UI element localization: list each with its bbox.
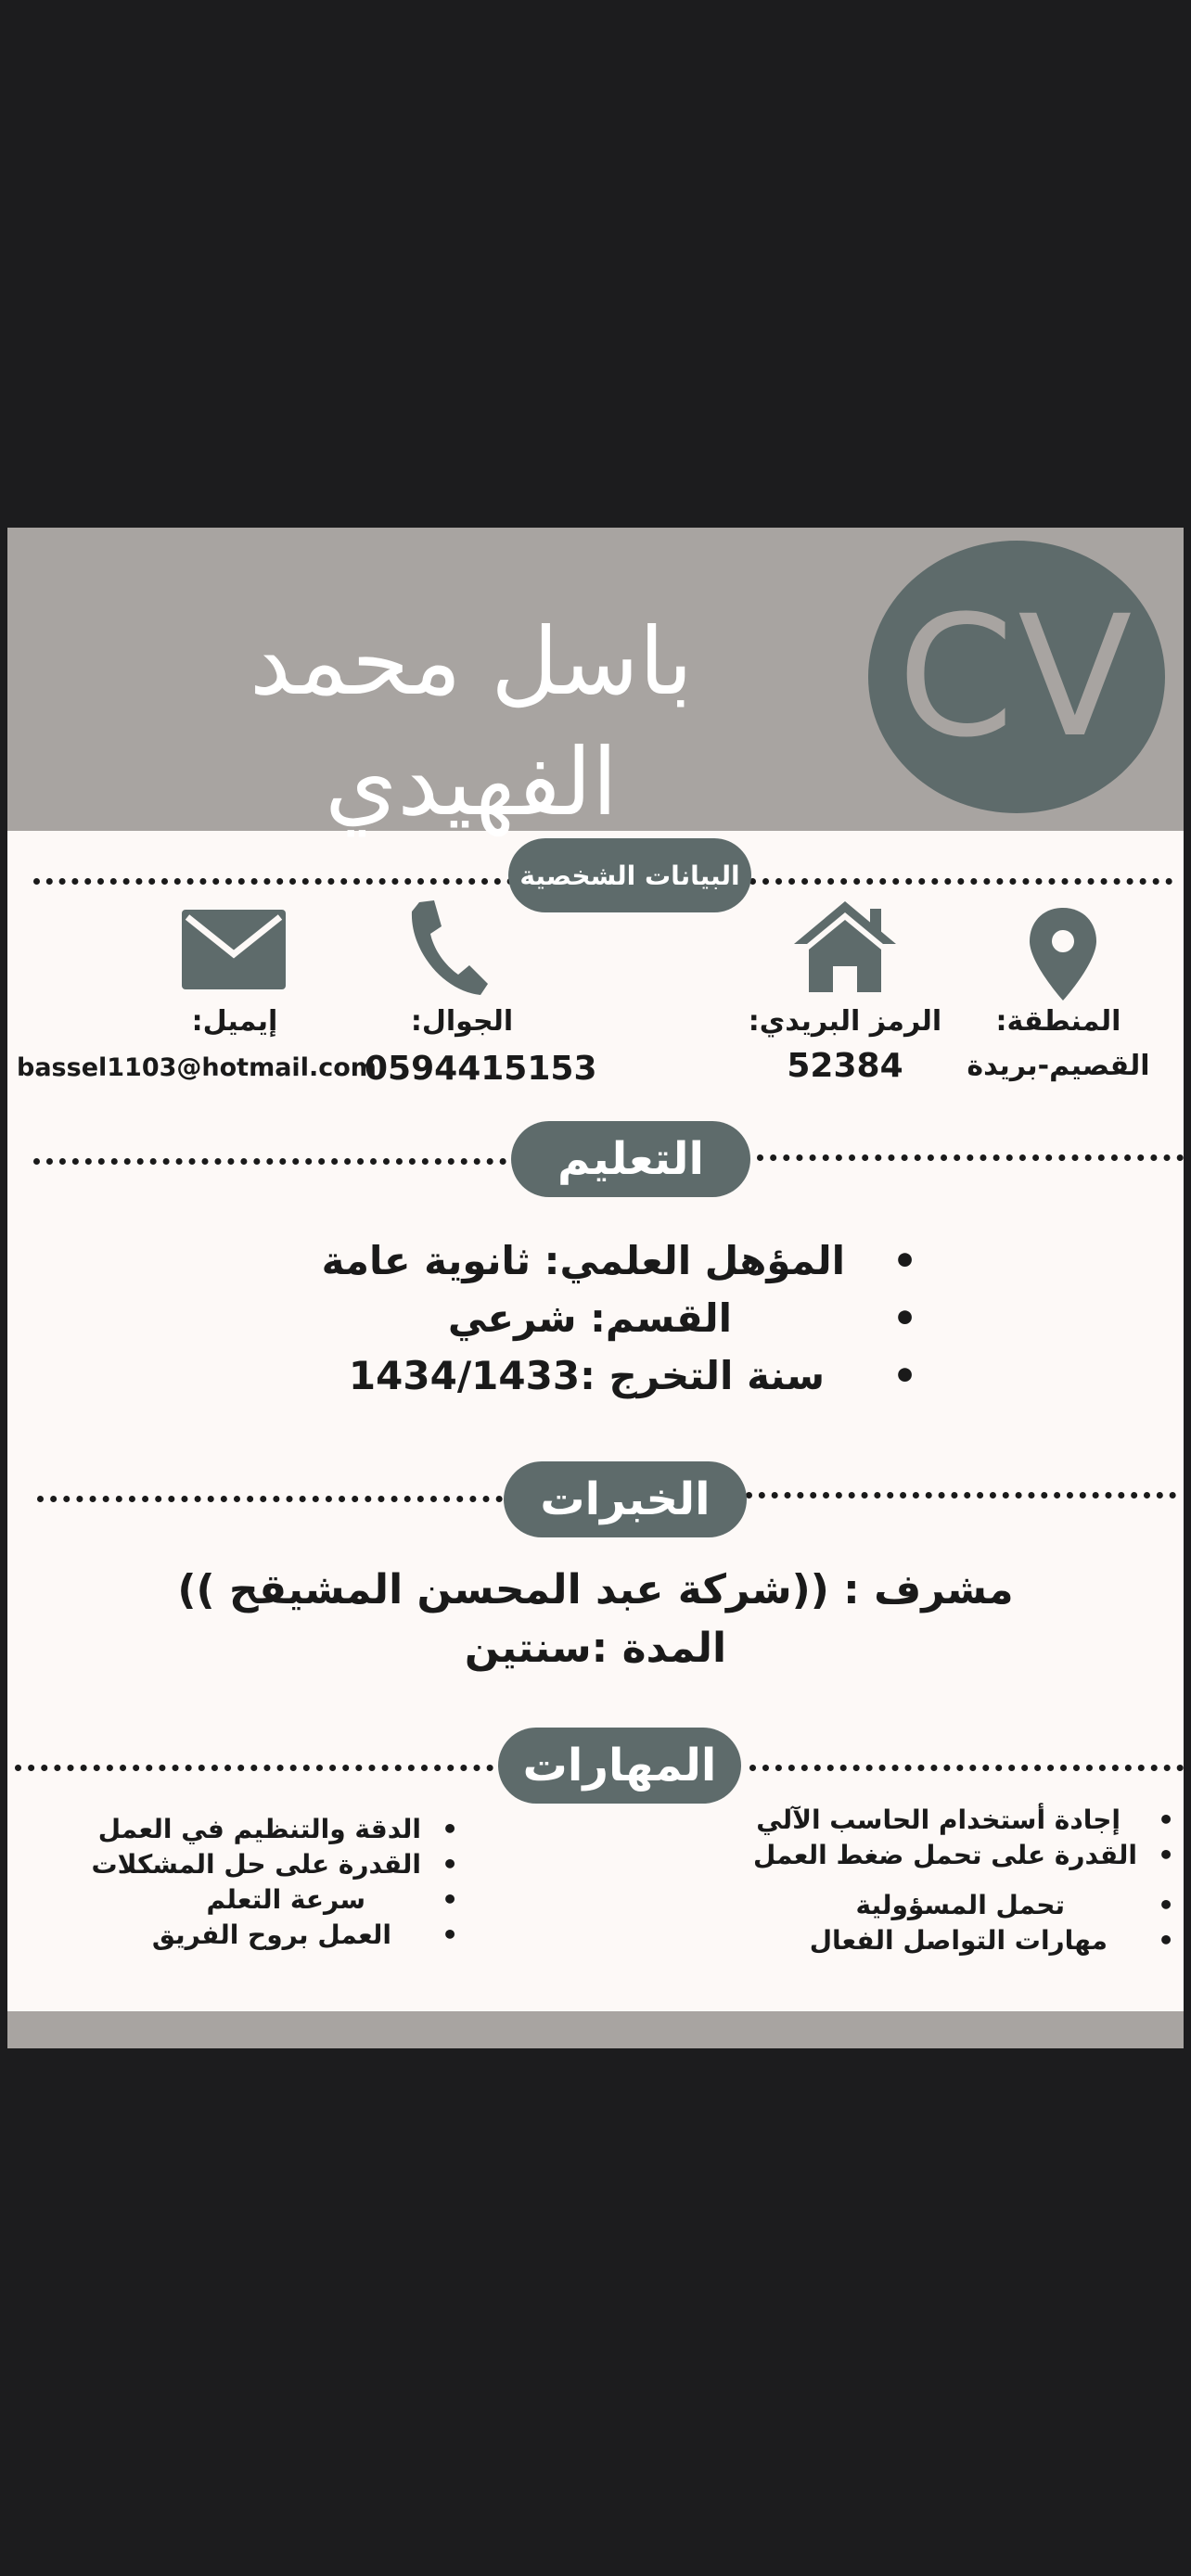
list-item: • سنة التخرج :1434/1433 bbox=[322, 1347, 917, 1405]
email-value: bassel1103@hotmail.com bbox=[17, 1053, 377, 1082]
divider bbox=[746, 1492, 1176, 1498]
experience-role: مشرف : ((شركة عبد المحسن المشيقح )) bbox=[177, 1566, 1014, 1613]
region-label: المنطقة: bbox=[995, 1005, 1121, 1038]
section-heading-education: التعليم bbox=[511, 1121, 750, 1197]
education-list bbox=[322, 1232, 917, 1405]
section-heading-skills: المهارات bbox=[498, 1728, 741, 1804]
divider bbox=[749, 878, 1172, 885]
divider bbox=[15, 1765, 493, 1771]
postal-value: 52384 bbox=[787, 1047, 903, 1085]
cv-logo bbox=[868, 541, 1165, 813]
home-icon bbox=[794, 901, 896, 992]
list-item: • إجادة أستخدام الحاسب الآلي bbox=[753, 1803, 1174, 1838]
location-pin-icon bbox=[1026, 906, 1100, 1002]
divider bbox=[37, 1496, 503, 1502]
list-item: • العمل بروح الفريق bbox=[92, 1918, 458, 1953]
divider bbox=[757, 1154, 1184, 1161]
phone-label: الجوال: bbox=[410, 1005, 514, 1038]
mail-icon bbox=[182, 910, 286, 989]
list-item: • القسم: شرعي bbox=[322, 1290, 917, 1347]
section-heading-personal: البيانات الشخصية bbox=[508, 838, 751, 912]
cv-footer-band bbox=[7, 2011, 1184, 2048]
list-item: • مهارات التواصل الفعال bbox=[753, 1923, 1174, 1958]
list-item: • القدرة على حل المشكلات bbox=[92, 1847, 458, 1882]
skills-list-right bbox=[753, 1803, 1174, 1958]
list-item: • سرعة التعلم bbox=[92, 1882, 458, 1918]
section-heading-experience: الخبرات bbox=[504, 1461, 747, 1537]
list-item: • القدرة على تحمل ضغط العمل bbox=[753, 1838, 1174, 1873]
region-value: القصيم-بريدة bbox=[967, 1050, 1150, 1082]
postal-label: الرمز البريدي: bbox=[748, 1005, 942, 1038]
experience-duration: المدة :سنتين bbox=[464, 1625, 727, 1672]
list-item: • الدقة والتنظيم في العمل bbox=[92, 1812, 458, 1847]
list-item: • المؤهل العلمي: ثانوية عامة bbox=[322, 1232, 917, 1290]
list-item: • تحمل المسؤولية bbox=[753, 1888, 1174, 1923]
divider bbox=[749, 1765, 1184, 1771]
cv-logo-text: CV bbox=[897, 580, 1136, 774]
skills-list-left bbox=[92, 1812, 458, 1953]
cv-document bbox=[7, 528, 1184, 2048]
phone-value: 0594415153 bbox=[365, 1050, 597, 1088]
divider bbox=[33, 878, 514, 885]
phone-icon bbox=[406, 899, 490, 999]
person-name: باسل محمد الفهيدي bbox=[249, 607, 694, 836]
divider bbox=[33, 1158, 506, 1165]
email-label: إيميل: bbox=[191, 1005, 278, 1038]
cv-header bbox=[7, 528, 1184, 836]
